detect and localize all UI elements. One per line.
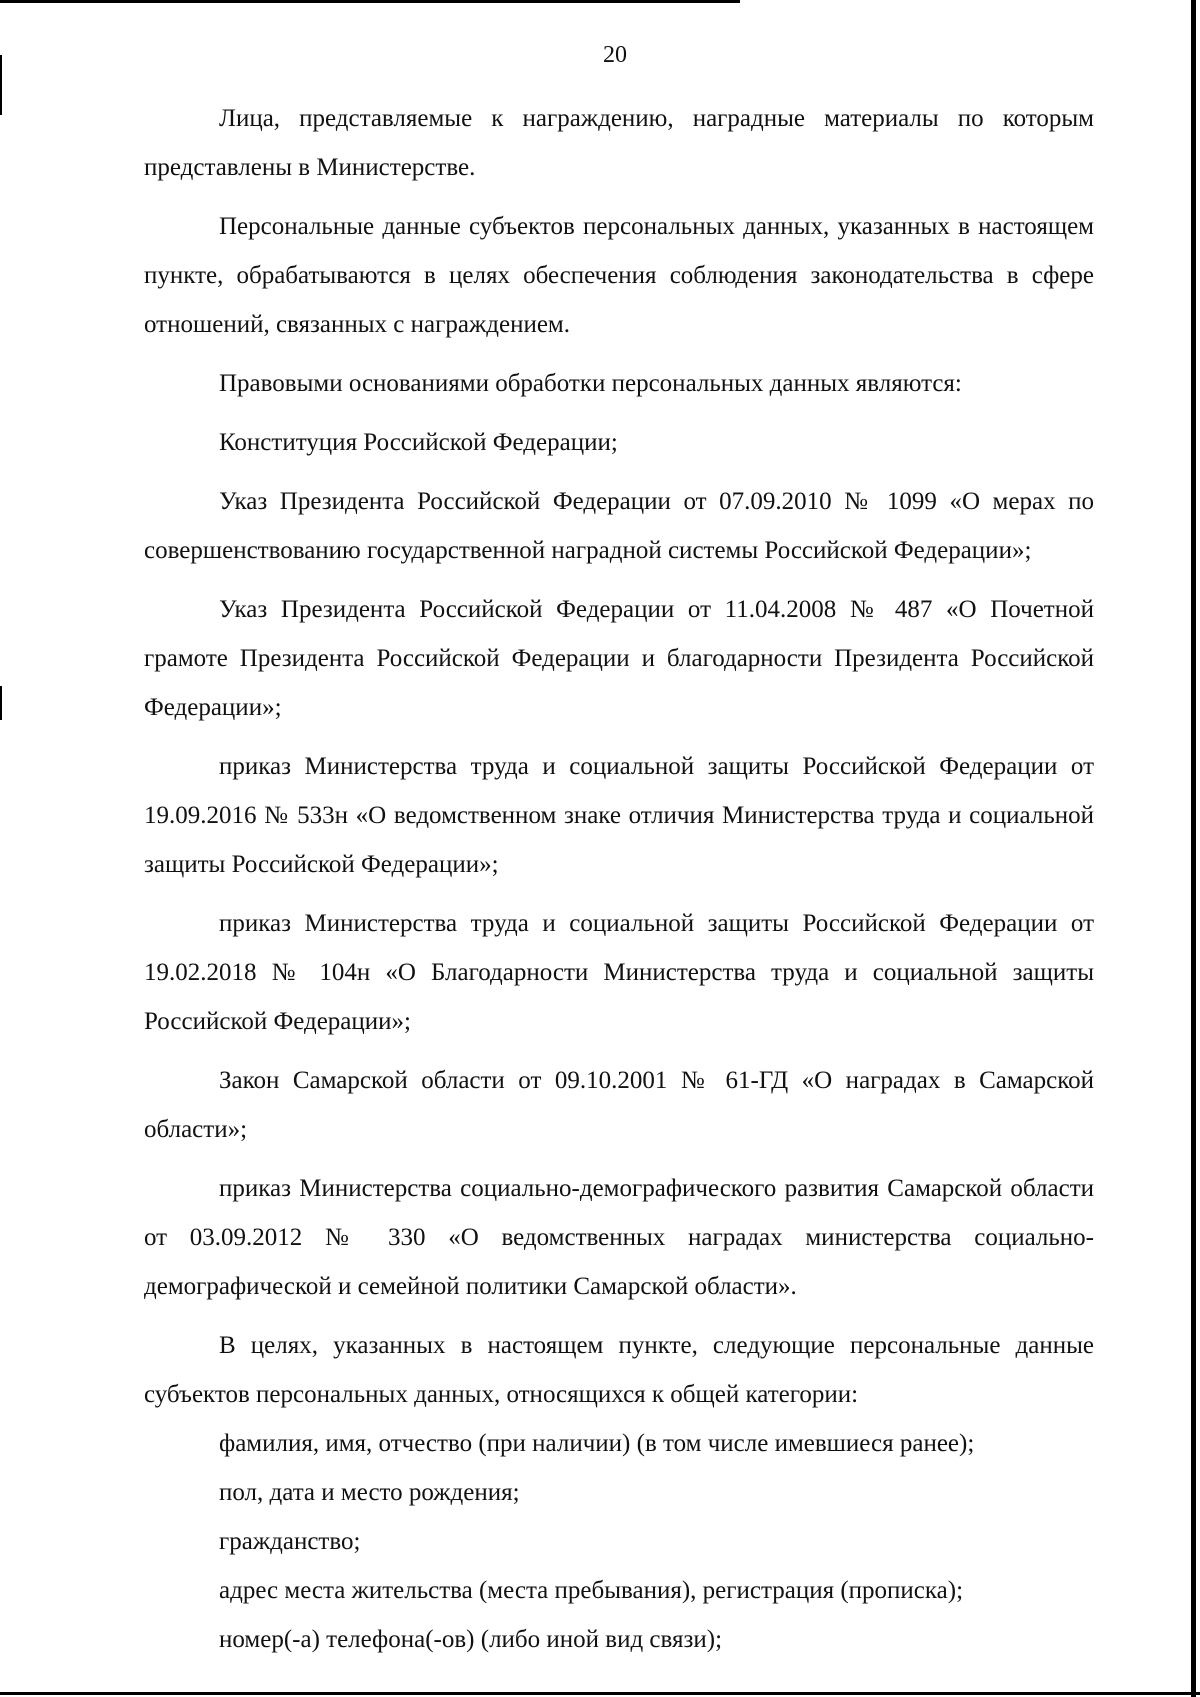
paragraph: Персональные данные субъектов персональных данных, указанных в настоящем пункте, обрабатываются в целях обеспечения соблюдения законодательства в сфере отношений, связанных с награждением. [144, 213, 1094, 338]
paragraph: приказ Министерства социально-демографического развития Самарской области от 03.09.2012 № 330 «О ведомственных наградах министерства социально-демографической и семейной политики Самарской области». [144, 1175, 1094, 1300]
paragraph: приказ Министерства труда и социальной защиты Российской Федерации от 19.09.2016 № 533н «О ведомственном знаке отличия Министерства труда и социальной защиты Российской Федерации»; [144, 753, 1094, 878]
page-number: 20 [603, 42, 627, 68]
paragraph: Конституция Российской Федерации; [219, 429, 618, 456]
paragraph: Лица, представляемые к награждению, наградные материалы по которым представлены в Министерстве. [144, 105, 1094, 181]
scan-border-right [1191, 0, 1196, 1697]
scan-border-top [0, 0, 740, 3]
paragraph: Правовыми основаниями обработки персональных данных являются: [219, 370, 962, 397]
document-body [144, 94, 1094, 1664]
list-item: гражданство; [219, 1528, 361, 1555]
paragraph: приказ Министерства труда и социальной защиты Российской Федерации от 19.02.2018 № 104н «О Благодарности Министерства труда и социальной защиты Российской Федерации»; [144, 910, 1094, 1035]
scan-mark-left [0, 686, 2, 720]
list-item: фамилия, имя, отчество (при наличии) (в том числе имевшиеся ранее); [219, 1430, 975, 1457]
paragraph: Указ Президента Российской Федерации от 11.04.2008 № 487 «О Почетной грамоте Президента Российской Федерации и благодарности Президента Российской Федерации»; [144, 596, 1094, 721]
scan-border-bottom [0, 1692, 1200, 1695]
list-item: пол, дата и место рождения; [219, 1479, 520, 1506]
paragraph: Закон Самарской области от 09.10.2001 № 61-ГД «О наградах в Самарской области»; [144, 1067, 1094, 1143]
list-item: адрес места жительства (места пребывания), регистрация (прописка); [219, 1577, 964, 1604]
paragraph: Указ Президента Российской Федерации от 07.09.2010 № 1099 «О мерах по совершенствованию государственной наградной системы Российской Федерации»; [144, 488, 1094, 564]
list-item: номер(-а) телефона(-ов) (либо иной вид связи); [219, 1626, 723, 1653]
paragraph: В целях, указанных в настоящем пункте, следующие персональные данные субъектов персональных данных, относящихся к общей категории: [144, 1332, 1094, 1408]
